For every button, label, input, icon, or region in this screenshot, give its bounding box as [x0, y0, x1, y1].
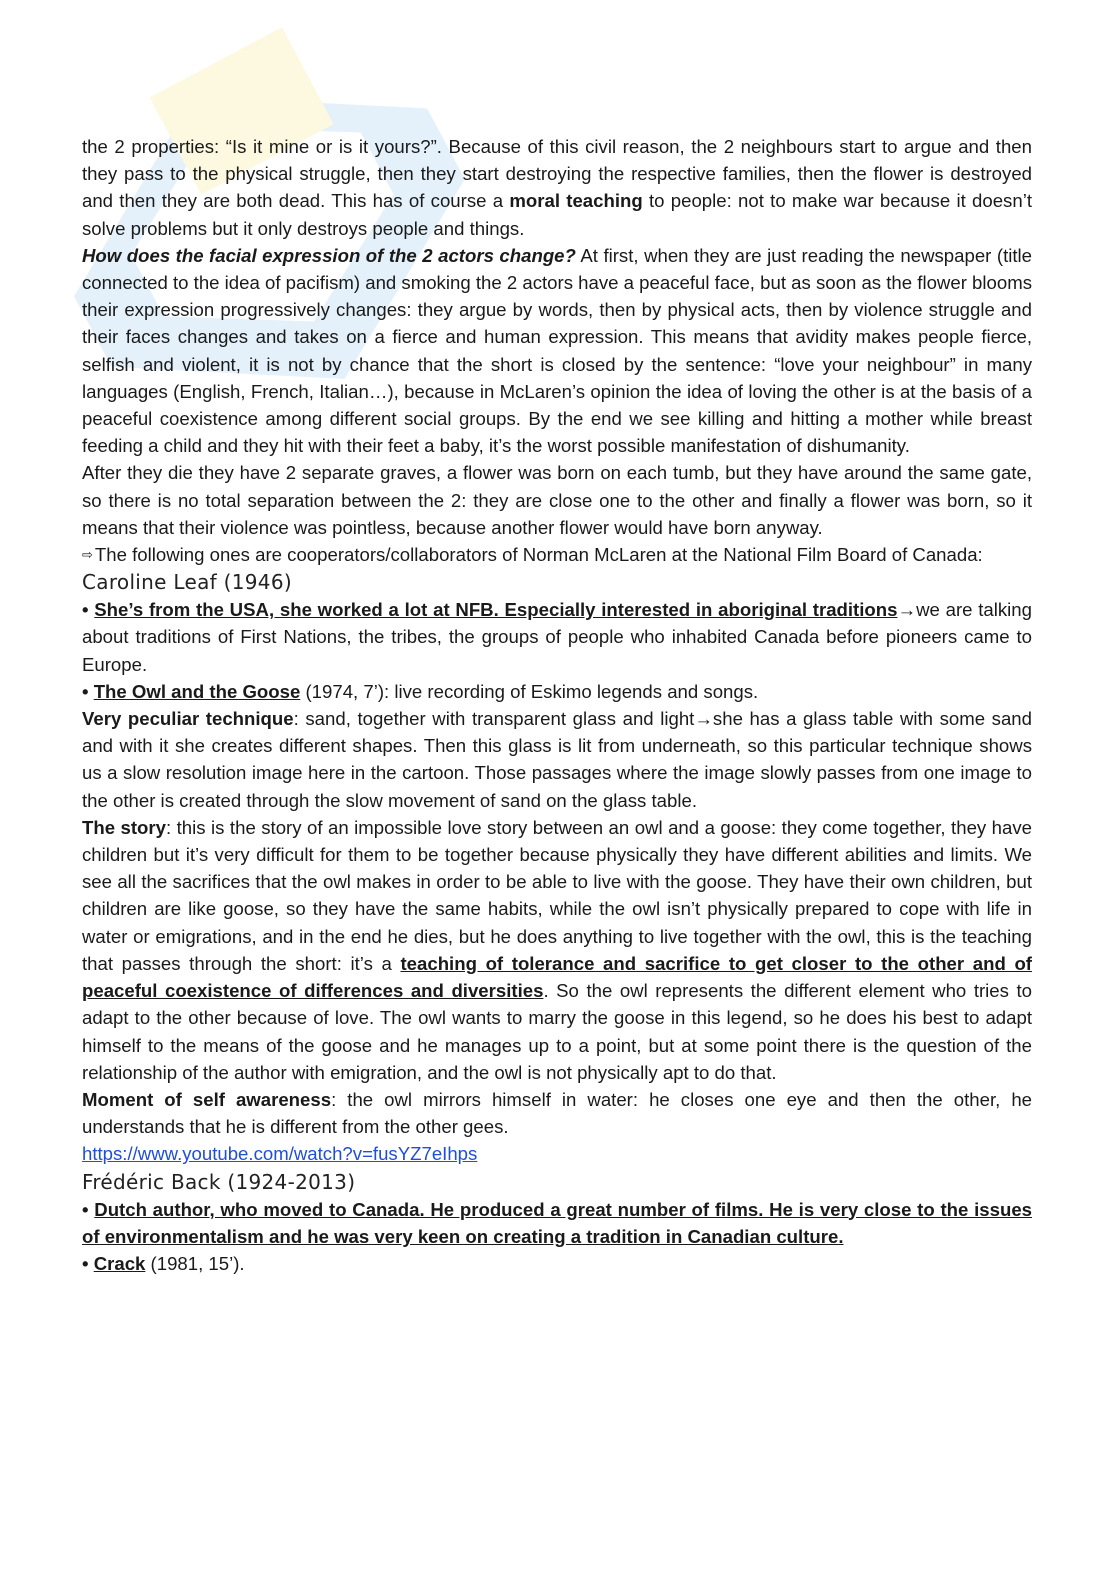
- bold-moral-teaching: moral teaching: [509, 190, 643, 212]
- text: : sand, together with transparent glass and light→she has a glass table with some sand and with it she creates different shapes. Then this glass is lit from underneath, so this particular technique shows us a slow resolution image here in the cartoon. Those passages where the image slowly passes from one image to the other is created through the slow movement of sand on the glass table.: [82, 708, 1032, 811]
- text: the 2 properties: “Is it mine or is it yours?”. Because of this civil reason, the 2 neighbours start to argue and then they pass to the physical struggle, then they start destroying the respective families, then the flower is destroyed and then they are both dead. This has of course a: [82, 136, 1032, 212]
- bullet-icon: •: [82, 1252, 94, 1274]
- paragraph-technique: [82, 705, 1032, 814]
- document-page: [82, 133, 1032, 1277]
- youtube-link-row: [82, 1140, 1032, 1167]
- bold-label: Moment of self awareness: [82, 1088, 332, 1110]
- text: (1981, 15’).: [145, 1252, 245, 1274]
- film-title: Crack: [93, 1252, 146, 1274]
- bullet-icon: •: [82, 599, 95, 621]
- paragraph-facial-expression: [82, 242, 1032, 460]
- heading-frederic-back: Frédéric Back (1924-2013): [82, 1169, 356, 1194]
- bullet-back-bio: [82, 1196, 1032, 1250]
- bold-label: The story: [82, 816, 166, 838]
- text: (1974, 7’): live recording of Eskimo legends and songs.: [300, 680, 759, 702]
- paragraph-story: [82, 814, 1032, 1086]
- paragraph-graves: After they die they have 2 separate graves, a flower was born on each tumb, but they have around the same gate, so there is no total separation between the 2: they are close one to the other and finally a flower was born, so it means that their violence was pointless, because another flower would have born anyway.: [82, 462, 1032, 538]
- bullet-icon: •: [82, 680, 94, 702]
- heading-caroline-leaf: Caroline Leaf (1946): [82, 570, 292, 595]
- text: The following ones are cooperators/collaborators of Norman McLaren at the National Film Board of Canada:: [94, 544, 983, 566]
- bullet-icon: •: [82, 1198, 95, 1220]
- arrow-right-icon: ⇨: [82, 547, 93, 563]
- bullet-owl-and-goose: [82, 678, 1032, 705]
- underlined-bold-text: Dutch author, who moved to Canada. He produced a great number of films. He is very close to the issues of environmentalism and he was very keen on creating a tradition in Canadian culture.: [82, 1198, 1032, 1247]
- text: to people: not to make war because it doesn’t solve problems but it only destroys people and things.: [82, 190, 1032, 239]
- paragraph-conflict: [82, 133, 1032, 242]
- paragraph-collaborators: [82, 541, 1032, 568]
- youtube-link[interactable]: https://www.youtube.com/watch?v=fusYZ7eIhps: [82, 1143, 478, 1165]
- paragraph-self-awareness: [82, 1086, 1032, 1140]
- bullet-crack: [82, 1250, 1032, 1277]
- bold-label: Very peculiar technique: [82, 708, 294, 730]
- bullet-leaf-origin: [82, 596, 1032, 678]
- question-heading: How does the facial expression of the 2 actors change?: [82, 244, 576, 266]
- text: At first, when they are just reading the newspaper (title connected to the idea of pacifism) and smoking the 2 actors have a peaceful face, but as soon as the flower blooms their expression progressively changes: they argue by words, then by physical acts, then by violence struggle and their faces changes and takes on a fierce and human expression. This means that avidity makes people fierce, selfish and violent, it is not by chance that the short is closed by the sentence: “love your neighbour” in many languages (English, French, Italian…), because in McLaren’s opinion the idea of loving the other is at the basis of a peaceful coexistence among different social groups. By the end we see killing and hitting a mother while breast feeding a child and they hit with their feet a baby, it’s the worst possible manifestation of dishumanity.: [82, 244, 1032, 457]
- text: : this is the story of an impossible love story between an owl and a goose: they come together, they have children but it’s very difficult for them to be together because physically they have different abilities and limits. We see all the sacrifices that the owl makes in order to be able to live with the goose. They have their own children, but children are like goose, so they have the same habits, while the owl isn’t physically prepared to cope with life in water or emigrations, and in the end he dies, but he does anything to live together with the owl, this is the teaching that passes through the short: it’s a: [82, 816, 1032, 974]
- film-title: The Owl and the Goose: [93, 680, 301, 702]
- text: . So the owl represents the different element who tries to adapt to the other because of love. The owl wants to marry the goose in this legend, so he does his best to adapt himself to the means of the goose and he manages up to a point, but at some point there is the question of the relationship of the author with emigration, and the owl is not physically apt to do that.: [82, 980, 1032, 1083]
- text: : the owl mirrors himself in water: he closes one eye and then the other, he understands that he is different from the other gees.: [82, 1088, 1032, 1138]
- text: →we are talking about traditions of First Nations, the tribes, the groups of people who inhabited Canada before pioneers came to Europe.: [82, 599, 1032, 675]
- underlined-bold-text: She’s from the USA, she worked a lot at NFB. Especially interested in aboriginal traditions: [94, 599, 898, 621]
- underlined-bold-text: teaching of tolerance and sacrifice to get closer to the other and of peaceful coexistence of differences and diversities: [82, 952, 1032, 1002]
